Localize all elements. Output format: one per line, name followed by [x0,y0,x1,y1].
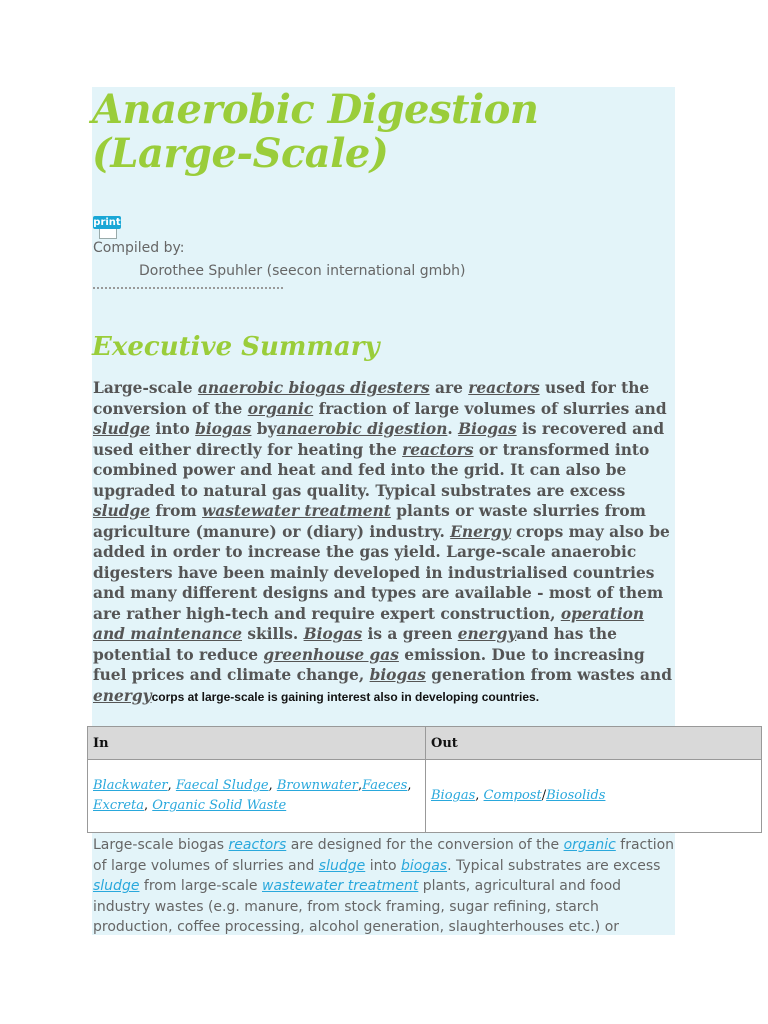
separator: , [268,778,277,793]
summary-text: are [429,379,469,397]
link-compost[interactable]: Compost [483,788,542,803]
summary-text: skills. [242,625,304,643]
separator: , [357,778,363,793]
summary-text: used for the conversion of the [93,379,650,418]
body-text: are designed for the conversion of the [286,837,564,853]
in-cell [88,760,426,833]
link-energy[interactable]: energy [93,686,152,705]
body-text: fraction of large volumes of slurries and [93,837,675,874]
separator: , [167,778,176,793]
header-in: In [88,727,426,760]
print-label: print [93,217,121,228]
executive-summary [93,378,678,707]
link-biogas[interactable]: biogas [195,420,252,438]
summary-text: by [251,420,277,438]
link-wastewater-treatment[interactable]: wastewater treatment [202,502,391,520]
summary-text: is a green [362,625,458,643]
table-row [88,760,762,833]
summary-text: plants or waste slurries from agriculture (manure) or (diary) industry. [93,502,646,541]
link-energy[interactable]: energy [457,625,517,643]
summary-text: and has the potential to reduce [93,625,617,664]
link-sludge[interactable]: sludge [318,857,366,874]
summary-text: or transformed into combined power and heat and fed into the grid. It can also be upgraded to natural gas quality. Typical substrates are excess [93,440,650,500]
link-wastewater-treatment[interactable]: wastewater treatment [262,878,419,895]
summary-text: . [447,420,459,438]
link-faecal-sludge[interactable]: Faecal Sludge [175,778,269,793]
link-biogas[interactable]: Biogas [458,420,517,438]
link-energy[interactable]: Energy [450,522,511,541]
link-sludge[interactable]: sludge [93,420,151,438]
inputs-outputs-table [87,726,762,833]
header-out: Out [426,727,762,760]
summary-text: into [150,420,196,438]
table-header-row [88,727,762,760]
link-blackwater[interactable]: Blackwater [93,778,168,793]
link-operation-and-maintenance[interactable]: operation and maintenance [93,604,645,643]
link-organic[interactable]: organic [247,399,314,418]
body-text: plants, agricultural and food industry wastes (e.g. manure, from stock framing, sugar refining, starch production, coffee processing, alcohol generation, slaughterhouses etc.) or [93,878,622,936]
print-icon[interactable] [93,214,121,238]
separator: / [541,788,547,803]
link-excreta[interactable]: Excreta [93,798,144,813]
link-biogas[interactable]: biogas [400,857,448,874]
link-biogas[interactable]: biogas [369,666,426,684]
summary-text: is recovered and used either directly for heating the [93,420,665,459]
summary-text: from [150,502,203,520]
link-reactors[interactable]: reactors [228,837,287,853]
link-anaerobic-digestion[interactable]: anaerobic digestion [276,420,448,438]
link-sludge[interactable]: sludge [93,878,140,895]
body-paragraph [93,835,678,938]
out-cell [426,760,762,833]
separator: , [475,788,484,803]
title-line-1: Anaerobic Digestion [92,86,539,133]
link-biosolids[interactable]: Biosolids [546,788,606,803]
title-line-2: (Large-Scale) [92,130,389,177]
link-biogas[interactable]: Biogas [431,788,476,803]
summary-text: fraction of large volumes of slurries and [313,399,667,418]
section-heading: Executive Summary [92,332,380,362]
separator: , [407,778,412,793]
author-name: Dorothee Spuhler (seecon international gmbh) [139,263,466,279]
link-faeces[interactable]: Faeces [362,778,408,793]
link-reactors[interactable]: reactors [402,440,474,459]
link-sludge[interactable]: sludge [93,502,151,520]
link-anaerobic-biogas-digesters[interactable]: anaerobic biogas digesters [197,379,430,397]
summary-text: Large-scale [93,379,198,397]
compiled-by-label: Compiled by: [93,240,185,256]
link-brownwater[interactable]: Brownwater [276,778,358,793]
summary-text: generation from wastes and [425,666,672,684]
link-organic-solid-waste[interactable]: Organic Solid Waste [152,798,287,813]
link-biogas[interactable]: Biogas [303,625,363,643]
link-organic[interactable]: organic [563,837,616,853]
body-text: from large-scale [139,878,262,895]
summary-text: emission. Due to increasing fuel prices and climate change, [93,645,645,684]
dotted-divider [93,283,283,289]
link-reactors[interactable]: reactors [468,379,540,397]
page-title [92,88,692,176]
summary-text: crops may also be added in order to increase the gas yield. Large-scale anaerobic digesters have been mainly developed in industrialised countries and many different designs and types are available - most of them are rather high-tech and require expert construction, [93,522,670,623]
summary-tail-text: corps at large-scale is gaining interest also in developing countries. [151,689,540,704]
link-greenhouse-gas[interactable]: greenhouse gas [263,645,399,664]
separator: , [143,798,153,813]
body-text: Large-scale biogas [93,837,229,853]
body-text: . Typical substrates are excess [447,857,661,874]
body-text: into [365,857,401,874]
